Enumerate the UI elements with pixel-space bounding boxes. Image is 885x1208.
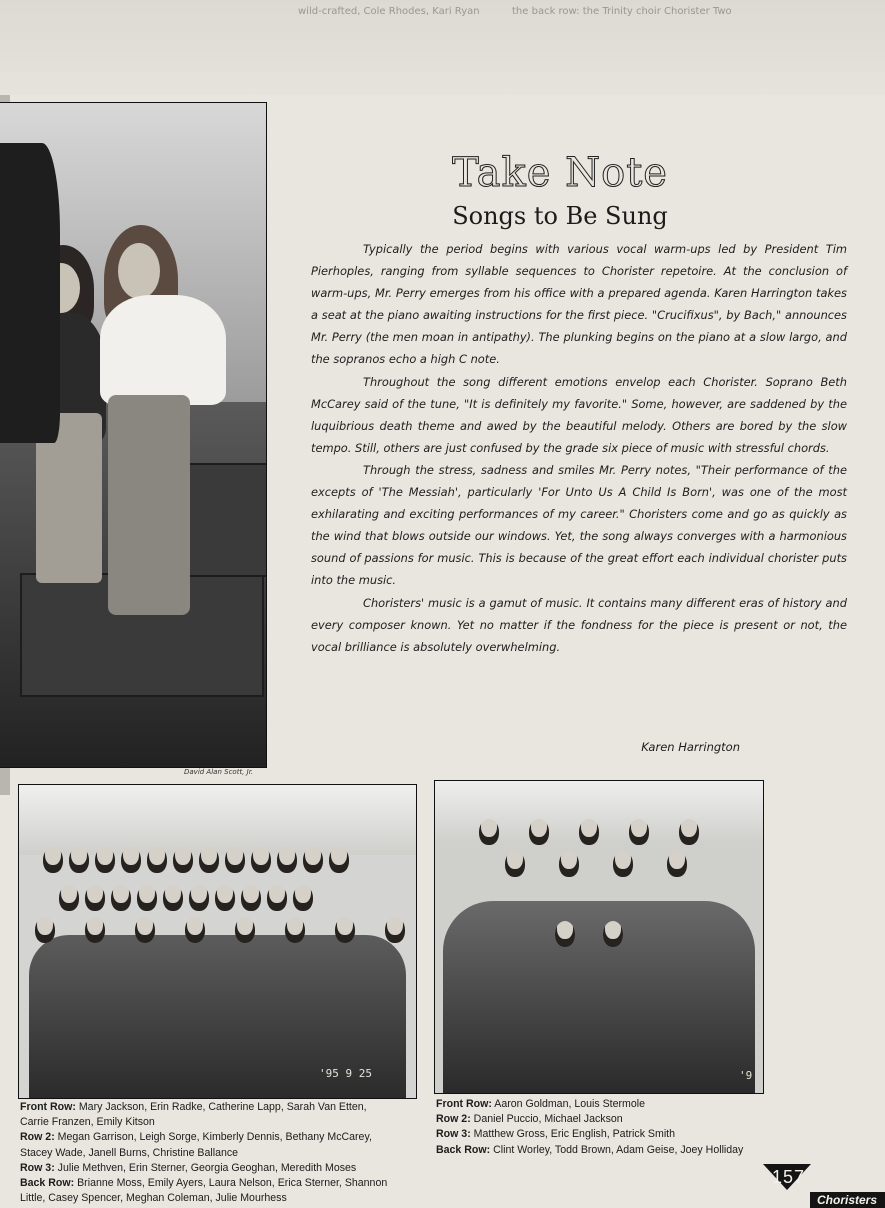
student-head: [111, 885, 131, 911]
caption-row-names: Aaron Goldman, Louis Stermole: [491, 1098, 646, 1110]
caption-row-names: Julie Methven, Erin Sterner, Georgia Geoghan, Meredith Moses: [54, 1161, 357, 1174]
student-head: [303, 847, 323, 873]
caption-row-names: Daniel Puccio, Michael Jackson: [470, 1113, 623, 1126]
group-row-3: [505, 851, 745, 877]
student-head: [529, 819, 549, 845]
caption-row-label: Row 3:: [436, 1128, 471, 1141]
caption-row-label: Row 2:: [20, 1131, 55, 1144]
student-head: [241, 885, 261, 911]
caption-row-names: Mary Jackson, Erin Radke, Catherine Lapp, Sarah Van Etten, Carrie Franzen, Emily Kitson: [20, 1101, 367, 1129]
student-head: [95, 847, 115, 873]
article-title: Take Note: [452, 150, 668, 196]
student-head: [199, 847, 219, 873]
group-back-row: [479, 819, 749, 845]
article-subtitle: Songs to Be Sung: [452, 202, 668, 230]
article-paragraph: Typically the period begins with various vocal warm-ups led by President Tim Pierhoples, ranging from syllable sequences to Chorister repetoire. At the conclusion of warm-ups, Mr. Perry emerges from his office with a prepared agenda. Karen Harrington takes a seat at the piano awaiting instructions for the first piece. "Crucifixus", by Bach," announces Mr. Perry (the men moan in antipathy). The plunking begins on the piano at a slow largo, and the sopranos echo a high C note.: [311, 242, 847, 367]
page-number: 157: [772, 1167, 806, 1187]
student-head: [251, 847, 271, 873]
student-head: [479, 819, 499, 845]
photo-ceiling: [19, 785, 416, 855]
previous-page-bleed: [0, 0, 885, 95]
student-head: [85, 917, 105, 943]
student-head: [293, 885, 313, 911]
caption-row-label: Front Row:: [436, 1098, 492, 1110]
student-head: [329, 847, 349, 873]
student-head: [285, 917, 305, 943]
student-head: [235, 917, 255, 943]
student-head: [629, 819, 649, 845]
student-head: [603, 921, 623, 947]
student-head: [35, 917, 55, 943]
student-shirt: [100, 295, 226, 405]
student-head: [225, 847, 245, 873]
student-head: [163, 885, 183, 911]
student-head: [559, 851, 579, 877]
student-head: [579, 819, 599, 845]
photo-date-stamp: '95 9 25: [319, 1067, 372, 1080]
girls-caption: [20, 1100, 398, 1206]
student-head: [85, 885, 105, 911]
article-byline: Karen Harrington: [641, 740, 740, 754]
student-head: [137, 885, 157, 911]
student-head: [555, 921, 575, 947]
caption-row-names: Matthew Gross, Eric English, Patrick Smith: [470, 1128, 676, 1141]
student-head: [43, 847, 63, 873]
article-body: [311, 238, 847, 658]
student-head: [679, 819, 699, 845]
student-head: [189, 885, 209, 911]
caption-row-label: Front Row:: [20, 1101, 76, 1113]
student-head: [147, 847, 167, 873]
caption-row-label: Back Row:: [436, 1143, 491, 1156]
article-paragraph: Choristers' music is a gamut of music. It contains many different eras of history and every composer known. Yet no matter if the fondness for the piece is present or not, the vocal brilliance is absolutely overwhelming.: [311, 595, 847, 654]
bleed-text-left: wild-crafted, Cole Rhodes, Kari Ryan: [298, 6, 480, 17]
student-head: [59, 885, 79, 911]
student-head: [505, 851, 525, 877]
student-head: [385, 917, 405, 943]
photo-date-stamp: '9: [739, 1069, 753, 1082]
group-front-row: [555, 921, 675, 947]
group-front-row: [35, 917, 415, 943]
article-paragraph: Throughout the song different emotions envelop each Chorister. Soprano Beth McCarey said of the tune, "It is definitely my favorite." Some, however, are saddened by the luquibrious death theme and awed by the beautiful melody. Others are bored by the slow tempo. Still, others are just confused by the grade six piece of music with stressful chords.: [311, 374, 847, 455]
student-head: [69, 847, 89, 873]
student-face: [118, 243, 160, 299]
caption-row-label: Back Row:: [20, 1177, 75, 1190]
caption-row-names: Clint Worley, Todd Brown, Adam Geise, Joey Holliday: [490, 1143, 744, 1156]
caption-row-names: Megan Garrison, Leigh Sorge, Kimberly Dennis, Bethany McCarey, Stacey Wade, Janell Burns, Christine Ballance: [20, 1131, 372, 1159]
article-paragraph: Through the stress, sadness and smiles Mr. Perry notes, "Their performance of the excepts of 'The Messiah', particularly 'For Unto Us A Child Is Born', was one of the most exhilarating and exciting performances of my career." Choristers come and go as quickly as the wind that blows outside our windows. Yet, the song always converges with a harmonious sound of passions for music. This is because of the great effort each individual chorister puts into the music.: [311, 462, 847, 588]
student-head: [121, 847, 141, 873]
student-head: [267, 885, 287, 911]
student-head: [613, 851, 633, 877]
student-head: [185, 917, 205, 943]
student-head: [277, 847, 297, 873]
group-back-row: [43, 847, 403, 873]
student-head: [215, 885, 235, 911]
group-row-3: [59, 885, 399, 911]
student-head: [173, 847, 193, 873]
girls-group-photo: [19, 785, 416, 1098]
caption-row-names: Brianne Moss, Emily Ayers, Laura Nelson, Erica Sterner, Shannon Little, Casey Spencer, Meghan Coleman, Julie Mourhess: [20, 1177, 388, 1205]
student-head: [335, 917, 355, 943]
student-head: [667, 851, 687, 877]
boys-caption: [436, 1097, 766, 1158]
main-photo: [0, 103, 266, 767]
bleed-text-right: the back row: the Trinity choir Chorister Two: [512, 6, 732, 17]
student-head: [135, 917, 155, 943]
student-partial: [0, 143, 60, 443]
boys-group-photo: [435, 781, 763, 1093]
student-jeans: [108, 395, 190, 615]
caption-row-label: Row 3:: [20, 1161, 55, 1174]
caption-row-label: Row 2:: [436, 1113, 471, 1126]
photo-credit: David Alan Scott, Jr.: [184, 768, 254, 776]
section-label: Choristers: [817, 1193, 878, 1207]
